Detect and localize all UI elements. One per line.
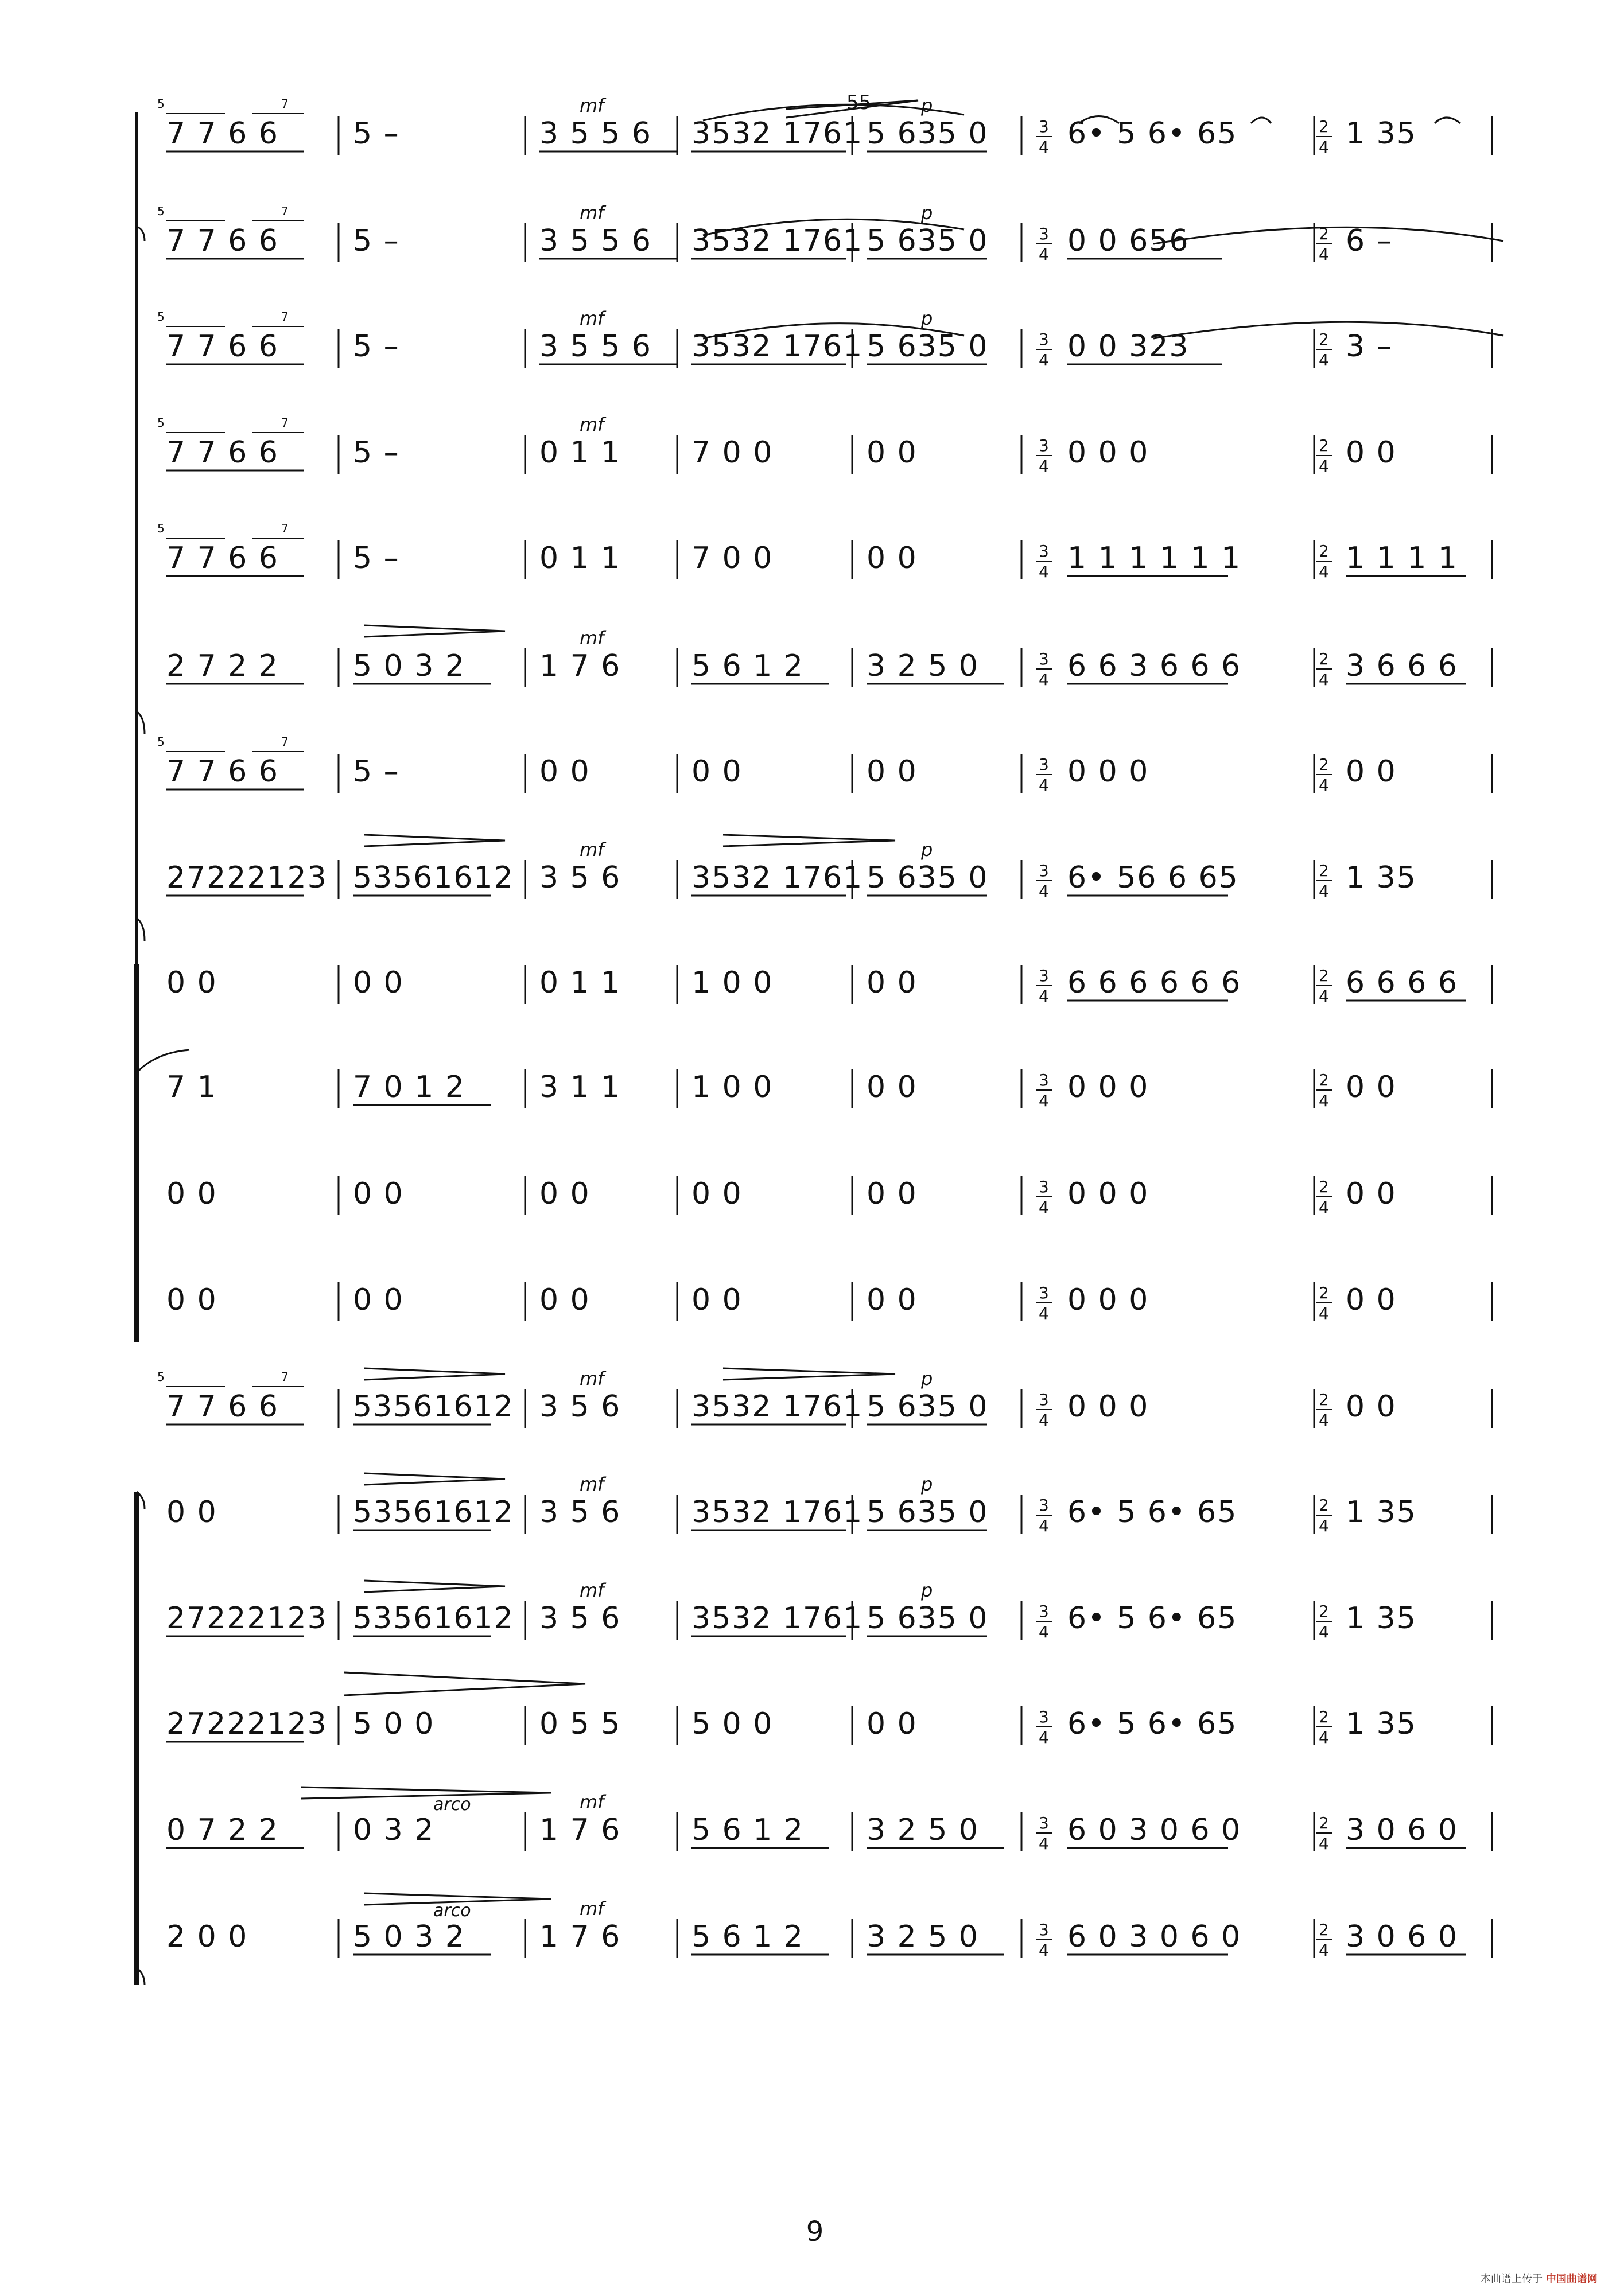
time-signature-top: 2 [1319, 436, 1329, 455]
time-signature-top: 2 [1319, 224, 1329, 243]
time-signature-bottom: 4 [1319, 987, 1329, 1006]
time-signature-top: 2 [1319, 117, 1329, 136]
measure-notes: 5 – [353, 435, 400, 470]
dynamic-mf: mf [580, 1368, 604, 1390]
time-signature-bottom: 4 [1039, 457, 1049, 476]
measure-notes: 1 35 [1346, 116, 1417, 151]
time-signature-bottom: 4 [1319, 1198, 1329, 1217]
grace-note: 5 [157, 522, 165, 535]
measure-notes: 3 5 5 6 [539, 329, 652, 364]
grace-note: 5 [157, 310, 165, 324]
measure-notes: 6 6 6 6 6 6 [1067, 966, 1242, 1000]
measure-notes: 0 0 [867, 1707, 918, 1741]
dynamic-p: p [921, 1368, 933, 1390]
measure-notes: 0 0 [867, 754, 918, 789]
time-signature-top: 2 [1319, 1707, 1329, 1726]
measure-notes: 1 0 0 [691, 1070, 774, 1104]
measure-notes: 5 6 1 2 [691, 649, 804, 683]
measure-notes: 7 7 6 6 [166, 224, 279, 258]
measure-notes: 3 2 5 0 [867, 649, 979, 683]
measure-notes: 5 – [353, 224, 400, 258]
measure-notes: 3 5 6 [539, 1390, 621, 1424]
grace-note: 7 [281, 522, 289, 535]
measure-notes: 0 0 [166, 1283, 217, 1317]
measure-notes: 3 5 6 [539, 1495, 621, 1530]
measure-notes: 1 35 [1346, 1707, 1417, 1741]
measure-notes: 5 6 1 2 [691, 1813, 804, 1847]
dynamic-mf: mf [580, 627, 604, 649]
measure-notes: 0 0 [166, 1177, 217, 1211]
measure-notes: 0 5 5 [539, 1707, 621, 1741]
time-signature-bottom: 4 [1319, 562, 1329, 581]
time-signature-bottom: 4 [1319, 1304, 1329, 1323]
measure-notes: 5 – [353, 541, 400, 575]
time-signature-top: 3 [1039, 117, 1049, 136]
time-signature-top: 3 [1039, 1920, 1049, 1939]
time-signature-bottom: 4 [1319, 138, 1329, 157]
grace-note: 7 [281, 97, 289, 111]
time-signature-bottom: 4 [1319, 351, 1329, 369]
measure-notes: 0 0 [691, 1177, 743, 1211]
measure-notes: 3532 1761 [691, 329, 864, 364]
measure-notes: 0 0 [353, 1177, 404, 1211]
measure-notes: 5 635 0 [867, 1601, 989, 1636]
time-signature-top: 2 [1319, 1920, 1329, 1939]
time-signature-top: 2 [1319, 1496, 1329, 1515]
measure-notes: 1 35 [1346, 861, 1417, 895]
dynamic-p: p [921, 308, 933, 329]
measure-notes: 0 3 2 [353, 1813, 435, 1847]
time-signature-top: 2 [1319, 755, 1329, 774]
time-signature-top: 3 [1039, 1177, 1049, 1196]
dynamic-mf: mf [580, 202, 604, 224]
measure-notes: 6 0 3 0 6 0 [1067, 1813, 1242, 1847]
time-signature-top: 2 [1319, 1071, 1329, 1089]
time-signature-bottom: 4 [1039, 1622, 1049, 1641]
site-logo-icon: 中国曲谱网 [1545, 2273, 1598, 2285]
time-signature-top: 2 [1319, 861, 1329, 880]
measure-notes: 27222123 [166, 1601, 328, 1636]
time-signature-bottom: 4 [1039, 1304, 1049, 1323]
measure-notes: 3532 1761 [691, 1390, 864, 1424]
measure-notes: 1 35 [1346, 1495, 1417, 1530]
measure-notes: 0 0 [867, 966, 918, 1000]
measure-notes: 1 7 6 [539, 1813, 621, 1847]
measure-notes: 5 0 3 2 [353, 649, 465, 683]
measure-notes: 1 1 1 1 [1346, 541, 1458, 575]
measure-notes: 0 0 [1346, 1070, 1397, 1104]
time-signature-bottom: 4 [1039, 1198, 1049, 1217]
time-signature-top: 2 [1319, 1177, 1329, 1196]
grace-note: 7 [281, 1370, 289, 1384]
measure-notes: 0 1 1 [539, 541, 621, 575]
time-signature-bottom: 4 [1039, 670, 1049, 689]
time-signature-bottom: 4 [1039, 1091, 1049, 1110]
dynamic-mf: mf [580, 1579, 604, 1601]
grace-note: 7 [281, 204, 289, 218]
measure-notes: 3 5 6 [539, 861, 621, 895]
measure-notes: 0 0 [867, 435, 918, 470]
measure-notes: 5 635 0 [867, 116, 989, 151]
dynamic-p: p [921, 95, 933, 116]
time-signature-bottom: 4 [1319, 670, 1329, 689]
time-signature-top: 3 [1039, 436, 1049, 455]
time-signature-bottom: 4 [1319, 1091, 1329, 1110]
measure-notes: 0 0 [1346, 435, 1397, 470]
time-signature-top: 3 [1039, 224, 1049, 243]
measure-notes: 5 6 1 2 [691, 1920, 804, 1954]
time-signature-bottom: 4 [1319, 1411, 1329, 1430]
measure-notes: 53561612 [353, 861, 514, 895]
dynamic-mf: mf [580, 1791, 604, 1813]
time-signature-top: 3 [1039, 1496, 1049, 1515]
measure-notes: 3 5 6 [539, 1601, 621, 1636]
time-signature-bottom: 4 [1319, 1516, 1329, 1535]
time-signature-bottom: 4 [1319, 882, 1329, 901]
time-signature-bottom: 4 [1319, 1728, 1329, 1747]
grace-note: 5 [157, 97, 165, 111]
measure-notes: 0 0 [166, 1495, 217, 1530]
measure-notes: 2 7 2 2 [166, 649, 279, 683]
time-signature-bottom: 4 [1039, 562, 1049, 581]
dynamic-p: p [921, 202, 933, 224]
time-signature-bottom: 4 [1319, 245, 1329, 264]
time-signature-top: 3 [1039, 755, 1049, 774]
time-signature-bottom: 4 [1039, 138, 1049, 157]
time-signature-bottom: 4 [1039, 1516, 1049, 1535]
measure-notes: 7 7 6 6 [166, 435, 279, 470]
measure-notes: 3 2 5 0 [867, 1920, 979, 1954]
measure-notes: 0 0 [1346, 1390, 1397, 1424]
measure-notes: 27222123 [166, 861, 328, 895]
grace-note: 7 [281, 735, 289, 749]
measure-notes: 7 7 6 6 [166, 116, 279, 151]
measure-notes: 6• 5 6• 65 [1067, 1707, 1238, 1741]
measure-notes: 3 1 1 [539, 1070, 621, 1104]
footer-note [1481, 2271, 1598, 2286]
grace-note: 7 [281, 416, 289, 430]
dynamic-mf: mf [580, 1473, 604, 1495]
time-signature-top: 3 [1039, 861, 1049, 880]
dynamic-mf: mf [580, 1898, 604, 1920]
time-signature-top: 3 [1039, 1707, 1049, 1726]
time-signature-bottom: 4 [1039, 1411, 1049, 1430]
measure-notes: 0 0 0 [1067, 1283, 1149, 1317]
measure-notes: 5 635 0 [867, 329, 989, 364]
measure-notes: 6 – [1346, 224, 1393, 258]
measure-notes: 0 0 656 [1067, 224, 1190, 258]
grace-note: 5 [157, 204, 165, 218]
measure-notes: 6 6 6 6 [1346, 966, 1458, 1000]
measure-notes: 53561612 [353, 1390, 514, 1424]
measure-notes: 6 0 3 0 6 0 [1067, 1920, 1242, 1954]
measure-notes: 3532 1761 [691, 1495, 864, 1530]
time-signature-bottom: 4 [1039, 1728, 1049, 1747]
measure-notes: 3 – [1346, 329, 1393, 364]
measure-notes: 3 2 5 0 [867, 1813, 979, 1847]
dynamic-p: p [921, 1579, 933, 1601]
measure-notes: 3 5 5 6 [539, 116, 652, 151]
time-signature-top: 3 [1039, 1071, 1049, 1089]
measure-notes: 6• 5 6• 65 [1067, 1601, 1238, 1636]
time-signature-top: 3 [1039, 542, 1049, 561]
measure-notes: 5 635 0 [867, 224, 989, 258]
measure-notes: 0 0 [867, 1283, 918, 1317]
system-brackets [137, 112, 189, 1985]
arco-marking: arco [433, 1795, 471, 1815]
measure-notes: 0 0 [353, 966, 404, 1000]
measure-notes: 7 1 [166, 1070, 217, 1104]
measure-notes: 5 – [353, 116, 400, 151]
measure-notes: 0 0 [539, 754, 590, 789]
dynamic-mf: mf [580, 414, 604, 435]
measure-notes: 3532 1761 [691, 224, 864, 258]
measure-notes: 1 7 6 [539, 1920, 621, 1954]
measure-notes: 0 0 0 [1067, 435, 1149, 470]
time-signature-top: 3 [1039, 1602, 1049, 1621]
time-signature-bottom: 4 [1319, 1941, 1329, 1960]
time-signature-top: 2 [1319, 966, 1329, 985]
measure-notes: 7 7 6 6 [166, 1390, 279, 1424]
measure-notes: 6 6 3 6 6 6 [1067, 649, 1242, 683]
measure-notes: 0 0 [353, 1283, 404, 1317]
time-signature-top: 2 [1319, 542, 1329, 561]
measure-notes: 0 0 [1346, 1283, 1397, 1317]
time-signature-bottom: 4 [1319, 1834, 1329, 1853]
measure-notes: 0 7 2 2 [166, 1813, 279, 1847]
measure-notes: 1 7 6 [539, 649, 621, 683]
measure-notes: 5 – [353, 754, 400, 789]
time-signature-top: 3 [1039, 1814, 1049, 1832]
time-signature-bottom: 4 [1039, 1834, 1049, 1853]
measure-notes: 0 0 [867, 1070, 918, 1104]
measure-notes: 7 0 0 [691, 435, 774, 470]
measure-notes: 0 0 [867, 1177, 918, 1211]
time-signature-bottom: 4 [1319, 776, 1329, 795]
time-signature-top: 3 [1039, 1283, 1049, 1302]
measure-notes: 0 0 0 [1067, 754, 1149, 789]
time-signature-top: 2 [1319, 1390, 1329, 1409]
measure-notes: 5 – [353, 329, 400, 364]
dynamic-p: p [921, 1473, 933, 1495]
measure-notes: 3 0 6 0 [1346, 1920, 1458, 1954]
measure-notes: 0 0 [691, 754, 743, 789]
time-signature-top: 2 [1319, 1283, 1329, 1302]
dynamic-mf: mf [580, 839, 604, 861]
measure-notes: 0 0 323 [1067, 329, 1190, 364]
time-signature-bottom: 4 [1039, 351, 1049, 369]
measure-notes: 3 5 5 6 [539, 224, 652, 258]
measure-notes: 7 7 6 6 [166, 541, 279, 575]
measure-notes: 3532 1761 [691, 1601, 864, 1636]
time-signature-top: 2 [1319, 649, 1329, 668]
measure-notes: 6• 5 6• 65 [1067, 116, 1238, 151]
measure-notes: 0 1 1 [539, 435, 621, 470]
measure-notes: 5 635 0 [867, 861, 989, 895]
measure-notes: 5 0 0 [353, 1707, 435, 1741]
measure-notes: 7 0 1 2 [353, 1070, 465, 1104]
measure-notes: 0 0 [867, 541, 918, 575]
measure-notes: 1 0 0 [691, 966, 774, 1000]
time-signature-bottom: 4 [1319, 1622, 1329, 1641]
measure-notes: 7 0 0 [691, 541, 774, 575]
measure-notes: 0 0 [539, 1177, 590, 1211]
measure-notes: 5 635 0 [867, 1390, 989, 1424]
measure-notes: 0 0 0 [1067, 1390, 1149, 1424]
measure-notes: 5 0 0 [691, 1707, 774, 1741]
grace-note: 7 [281, 310, 289, 324]
footer-text: 本曲谱上传于 [1481, 2273, 1543, 2285]
grace-note: 5 [157, 735, 165, 749]
time-signature-bottom: 4 [1039, 776, 1049, 795]
measure-notes: 27222123 [166, 1707, 328, 1741]
rehearsal-mark: 55 [846, 91, 872, 114]
measure-notes: 53561612 [353, 1601, 514, 1636]
time-signature-top: 2 [1319, 1602, 1329, 1621]
measure-notes: 0 0 [1346, 754, 1397, 789]
time-signature-bottom: 4 [1039, 987, 1049, 1006]
measure-notes: 3 6 6 6 [1346, 649, 1458, 683]
measure-notes: 3532 1761 [691, 116, 864, 151]
measure-notes: 0 0 [539, 1283, 590, 1317]
dynamic-mf: mf [580, 308, 604, 329]
measure-notes: 53561612 [353, 1495, 514, 1530]
measure-notes: 0 0 [691, 1283, 743, 1317]
measure-notes: 0 0 [166, 966, 217, 1000]
time-signature-top: 3 [1039, 966, 1049, 985]
measure-notes: 2 0 0 [166, 1920, 248, 1954]
time-signature-top: 2 [1319, 330, 1329, 349]
measure-notes: 3 0 6 0 [1346, 1813, 1458, 1847]
measure-notes: 3532 1761 [691, 861, 864, 895]
measure-notes: 5 635 0 [867, 1495, 989, 1530]
time-signature-bottom: 4 [1039, 245, 1049, 264]
measure-notes: 5 0 3 2 [353, 1920, 465, 1954]
measure-notes: 6• 5 6• 65 [1067, 1495, 1238, 1530]
measure-notes: 7 7 6 6 [166, 329, 279, 364]
time-signature-top: 3 [1039, 649, 1049, 668]
grace-note: 5 [157, 416, 165, 430]
time-signature-top: 3 [1039, 330, 1049, 349]
measure-notes: 1 1 1 1 1 1 [1067, 541, 1242, 575]
grace-note: 5 [157, 1370, 165, 1384]
time-signature-bottom: 4 [1039, 1941, 1049, 1960]
time-signature-bottom: 4 [1319, 457, 1329, 476]
time-signature-bottom: 4 [1039, 882, 1049, 901]
measure-notes: 6• 56 6 65 [1067, 861, 1239, 895]
measure-notes: 1 35 [1346, 1601, 1417, 1636]
measure-notes: 0 1 1 [539, 966, 621, 1000]
arco-marking: arco [433, 1901, 471, 1921]
measure-notes: 0 0 0 [1067, 1070, 1149, 1104]
dynamic-mf: mf [580, 95, 604, 116]
time-signature-top: 3 [1039, 1390, 1049, 1409]
dynamic-p: p [921, 839, 933, 861]
measure-notes: 0 0 [1346, 1177, 1397, 1211]
page-number: 9 [806, 2216, 824, 2248]
measure-notes: 7 7 6 6 [166, 754, 279, 789]
time-signature-top: 2 [1319, 1814, 1329, 1832]
measure-notes: 0 0 0 [1067, 1177, 1149, 1211]
